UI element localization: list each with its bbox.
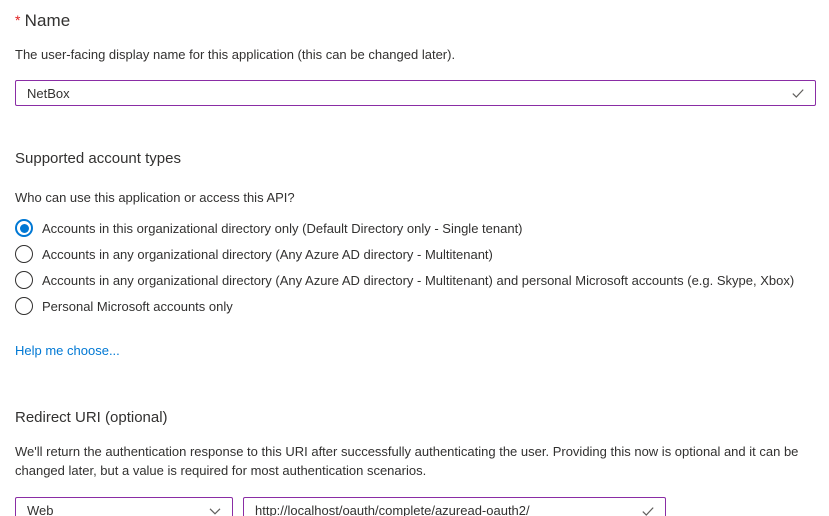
chevron-down-icon xyxy=(207,503,223,516)
name-section-title xyxy=(15,11,815,31)
name-input-container xyxy=(15,80,816,106)
radio-multitenant[interactable] xyxy=(15,241,815,267)
platform-select[interactable] xyxy=(15,497,233,516)
name-input[interactable] xyxy=(16,81,815,105)
redirect-uri-input-container xyxy=(243,497,666,516)
help-me-choose-link[interactable]: Help me choose... xyxy=(15,343,120,358)
redirect-uri-title: Redirect URI (optional) xyxy=(15,409,168,426)
name-description: The user-facing display name for this application (this can be changed later). xyxy=(15,47,456,62)
radio-multitenant-personal[interactable] xyxy=(15,267,815,293)
platform-select-value: Web xyxy=(27,503,54,516)
required-asterisk: * xyxy=(15,12,21,28)
redirect-uri-row xyxy=(15,497,815,516)
redirect-uri-input[interactable] xyxy=(244,498,665,516)
name-title-text: Name xyxy=(24,11,71,30)
radio-personal-only[interactable] xyxy=(15,293,815,319)
redirect-uri-description: We'll return the authentication response to this URI after successfully authenticating the user. Providing this now is optional and it can be changed later, but a value is required for most authentication scenarios. xyxy=(15,444,799,478)
radio-button-icon[interactable] xyxy=(15,271,33,289)
account-types-section xyxy=(15,150,815,360)
radio-button-icon[interactable] xyxy=(15,219,33,237)
radio-single-tenant[interactable] xyxy=(15,215,815,241)
radio-label: Accounts in any organizational directory (Any Azure AD directory - Multitenant) xyxy=(42,246,493,262)
redirect-uri-section xyxy=(15,409,815,516)
account-types-title: Supported account types xyxy=(15,150,181,167)
radio-button-icon[interactable] xyxy=(15,297,33,315)
radio-label: Personal Microsoft accounts only xyxy=(42,298,233,314)
name-section xyxy=(15,11,815,106)
radio-label: Accounts in this organizational directory only (Default Directory only - Single tenant) xyxy=(42,220,523,236)
radio-label: Accounts in any organizational directory (Any Azure AD directory - Multitenant) and personal Microsoft accounts (e.g. Skype, Xbox) xyxy=(42,272,795,288)
radio-button-icon[interactable] xyxy=(15,245,33,263)
account-types-question: Who can use this application or access this API? xyxy=(15,190,295,205)
